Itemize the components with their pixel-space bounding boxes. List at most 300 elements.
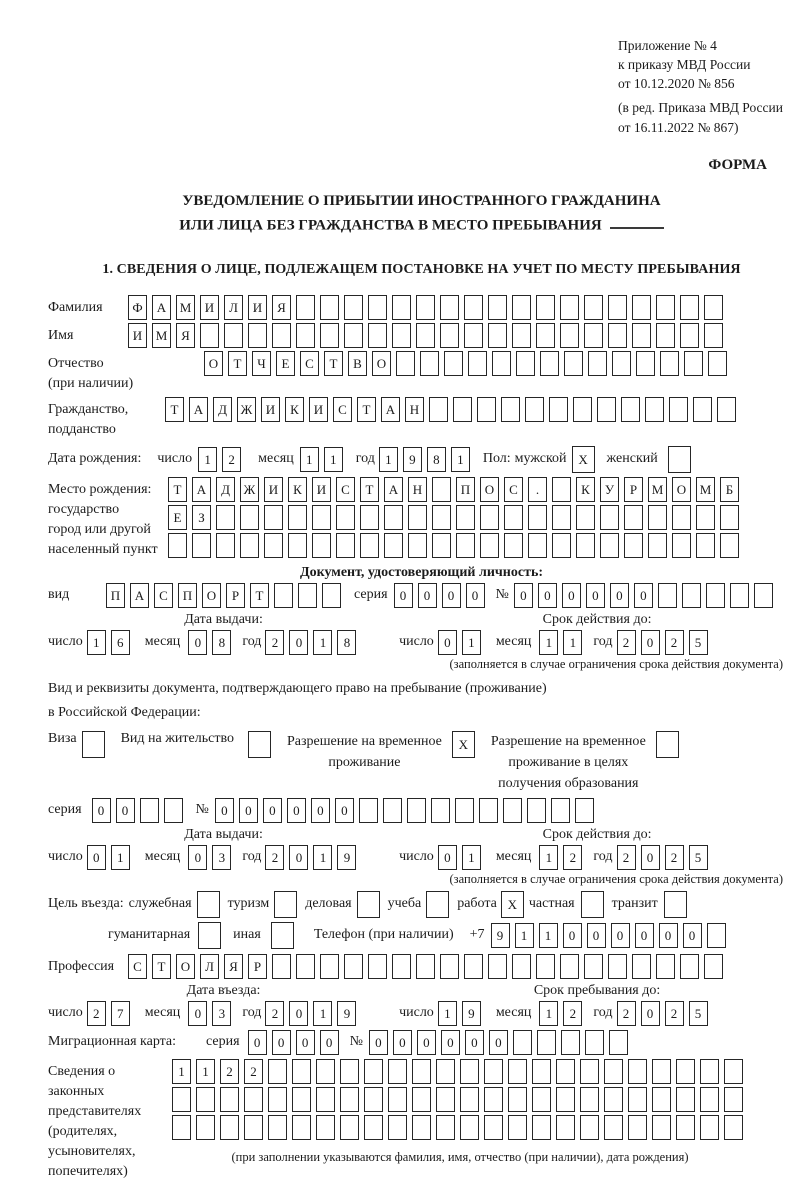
doc-issue-year-cells[interactable] [265,630,361,655]
char-cell[interactable]: И [248,295,267,320]
char-cell[interactable] [652,1059,671,1084]
char-cell[interactable]: С [128,954,147,979]
char-cell[interactable]: М [176,295,195,320]
char-cell[interactable] [648,533,667,558]
purpose-humanitarian-checkbox[interactable] [198,922,221,949]
char-cell[interactable] [248,731,271,758]
char-cell[interactable]: А [384,477,403,502]
char-cell[interactable] [172,1115,191,1140]
char-cell[interactable]: 2 [265,630,284,655]
char-cell[interactable] [645,397,664,422]
gender-male-checkbox[interactable] [572,446,595,473]
char-cell[interactable]: 2 [617,845,636,870]
char-cell[interactable] [656,295,675,320]
char-cell[interactable]: 0 [634,583,653,608]
char-cell[interactable]: А [381,397,400,422]
char-cell[interactable]: И [312,477,331,502]
char-cell[interactable] [584,295,603,320]
permit-issue-month-cells[interactable] [188,845,236,870]
phone-cells[interactable] [491,923,731,948]
char-cell[interactable] [392,323,411,348]
char-cell[interactable]: М [152,323,171,348]
char-cell[interactable] [536,954,555,979]
birth-place-cells-3[interactable] [168,533,744,558]
char-cell[interactable]: 0 [438,845,457,870]
char-cell[interactable]: 1 [539,845,558,870]
char-cell[interactable] [336,533,355,558]
char-cell[interactable]: Т [360,477,379,502]
char-cell[interactable]: Д [216,477,235,502]
char-cell[interactable] [516,351,535,376]
char-cell[interactable]: Л [200,954,219,979]
doc-issue-month-cells[interactable] [188,630,236,655]
char-cell[interactable]: Я [176,323,195,348]
char-cell[interactable]: О [204,351,223,376]
char-cell[interactable]: 0 [393,1030,412,1055]
permit-number-cells[interactable] [215,798,599,823]
char-cell[interactable] [552,505,571,530]
char-cell[interactable] [660,351,679,376]
char-cell[interactable] [652,1115,671,1140]
legal-reps-cells-3[interactable] [172,1115,748,1140]
char-cell[interactable] [407,798,426,823]
char-cell[interactable] [440,295,459,320]
char-cell[interactable] [460,1115,479,1140]
char-cell[interactable] [364,1087,383,1112]
char-cell[interactable] [316,1115,335,1140]
char-cell[interactable]: 0 [289,630,308,655]
entry-day-cells[interactable] [87,1001,135,1026]
char-cell[interactable] [364,1059,383,1084]
char-cell[interactable]: 0 [466,583,485,608]
char-cell[interactable] [272,323,291,348]
char-cell[interactable]: 1 [563,630,582,655]
permit-valid-month-cells[interactable] [539,845,587,870]
char-cell[interactable] [560,295,579,320]
char-cell[interactable]: 0 [418,583,437,608]
char-cell[interactable] [240,505,259,530]
char-cell[interactable] [720,533,739,558]
char-cell[interactable]: 1 [539,923,558,948]
char-cell[interactable] [652,1087,671,1112]
char-cell[interactable] [82,731,105,758]
char-cell[interactable] [676,1059,695,1084]
char-cell[interactable]: 1 [515,923,534,948]
char-cell[interactable]: 1 [539,630,558,655]
char-cell[interactable] [621,397,640,422]
char-cell[interactable] [480,533,499,558]
char-cell[interactable] [648,505,667,530]
char-cell[interactable]: Я [224,954,243,979]
char-cell[interactable]: 0 [683,923,702,948]
doc-valid-year-cells[interactable] [617,630,713,655]
char-cell[interactable] [575,798,594,823]
char-cell[interactable] [412,1115,431,1140]
char-cell[interactable] [344,954,363,979]
stay-year-cells[interactable] [617,1001,713,1026]
char-cell[interactable]: 0 [587,923,606,948]
char-cell[interactable]: 1 [313,845,332,870]
char-cell[interactable] [344,323,363,348]
char-cell[interactable] [479,798,498,823]
char-cell[interactable]: Т [357,397,376,422]
legal-reps-cells-1[interactable] [172,1059,748,1084]
char-cell[interactable] [576,505,595,530]
char-cell[interactable]: С [300,351,319,376]
char-cell[interactable]: С [154,583,173,608]
char-cell[interactable]: 1 [438,1001,457,1026]
char-cell[interactable] [551,798,570,823]
char-cell[interactable] [628,1059,647,1084]
char-cell[interactable]: 1 [198,447,217,472]
entry-month-cells[interactable] [188,1001,236,1026]
char-cell[interactable] [552,533,571,558]
char-cell[interactable] [384,533,403,558]
char-cell[interactable] [444,351,463,376]
visa-checkbox[interactable] [82,731,105,758]
gender-female-checkbox[interactable] [668,446,691,473]
birth-place-cells-2[interactable] [168,505,744,530]
char-cell[interactable] [561,1030,580,1055]
char-cell[interactable] [696,533,715,558]
char-cell[interactable]: 0 [586,583,605,608]
char-cell[interactable]: 2 [665,1001,684,1026]
char-cell[interactable]: 6 [111,630,130,655]
char-cell[interactable] [364,1115,383,1140]
char-cell[interactable]: У [600,477,619,502]
char-cell[interactable] [288,505,307,530]
char-cell[interactable]: 0 [296,1030,315,1055]
char-cell[interactable] [513,1030,532,1055]
char-cell[interactable]: И [200,295,219,320]
purpose-transit-checkbox[interactable] [664,891,687,918]
char-cell[interactable] [696,505,715,530]
purpose-official-checkbox[interactable] [197,891,220,918]
char-cell[interactable] [608,954,627,979]
char-cell[interactable] [340,1087,359,1112]
char-cell[interactable] [312,533,331,558]
char-cell[interactable]: Р [624,477,643,502]
char-cell[interactable] [609,1030,628,1055]
char-cell[interactable] [340,1115,359,1140]
char-cell[interactable] [416,954,435,979]
permit-valid-year-cells[interactable] [617,845,713,870]
char-cell[interactable] [508,1087,527,1112]
char-cell[interactable]: И [128,323,147,348]
doc-issue-day-cells[interactable] [87,630,135,655]
char-cell[interactable] [196,1115,215,1140]
char-cell[interactable]: 0 [248,1030,267,1055]
char-cell[interactable] [408,533,427,558]
char-cell[interactable]: 2 [220,1059,239,1084]
char-cell[interactable] [140,798,159,823]
char-cell[interactable]: 5 [689,1001,708,1026]
char-cell[interactable] [484,1087,503,1112]
char-cell[interactable]: 3 [212,1001,231,1026]
stay-day-cells[interactable] [438,1001,486,1026]
char-cell[interactable]: X [501,891,524,918]
char-cell[interactable]: 0 [188,1001,207,1026]
char-cell[interactable] [360,505,379,530]
char-cell[interactable]: 1 [462,845,481,870]
char-cell[interactable] [704,295,723,320]
char-cell[interactable] [357,891,380,918]
char-cell[interactable] [536,323,555,348]
char-cell[interactable] [636,351,655,376]
char-cell[interactable]: 0 [489,1030,508,1055]
doc-type-cells[interactable] [106,583,346,608]
char-cell[interactable] [216,533,235,558]
char-cell[interactable]: Е [276,351,295,376]
char-cell[interactable] [656,954,675,979]
char-cell[interactable] [693,397,712,422]
char-cell[interactable] [527,798,546,823]
mig-series-cells[interactable] [248,1030,344,1055]
char-cell[interactable]: 2 [222,447,241,472]
birth-day-cells[interactable] [198,447,246,472]
char-cell[interactable] [296,323,315,348]
char-cell[interactable] [322,583,341,608]
char-cell[interactable] [717,397,736,422]
char-cell[interactable] [368,323,387,348]
purpose-business-checkbox[interactable] [357,891,380,918]
char-cell[interactable] [656,731,679,758]
char-cell[interactable] [680,295,699,320]
doc-series-cells[interactable] [394,583,490,608]
char-cell[interactable] [197,891,220,918]
char-cell[interactable] [316,1087,335,1112]
char-cell[interactable]: 0 [641,1001,660,1026]
char-cell[interactable] [429,397,448,422]
char-cell[interactable] [549,397,568,422]
char-cell[interactable] [512,323,531,348]
char-cell[interactable] [164,798,183,823]
char-cell[interactable]: 7 [111,1001,130,1026]
char-cell[interactable]: 2 [244,1059,263,1084]
char-cell[interactable]: 0 [610,583,629,608]
char-cell[interactable] [460,1059,479,1084]
char-cell[interactable] [268,1087,287,1112]
char-cell[interactable] [271,922,294,949]
char-cell[interactable] [600,533,619,558]
temp-permit-edu-checkbox[interactable] [656,731,679,758]
char-cell[interactable]: 2 [87,1001,106,1026]
char-cell[interactable] [412,1087,431,1112]
char-cell[interactable] [573,397,592,422]
char-cell[interactable]: X [572,446,595,473]
char-cell[interactable]: Т [152,954,171,979]
char-cell[interactable] [383,798,402,823]
char-cell[interactable]: 1 [313,1001,332,1026]
char-cell[interactable]: И [309,397,328,422]
char-cell[interactable] [198,922,221,949]
char-cell[interactable] [431,798,450,823]
char-cell[interactable]: 0 [320,1030,339,1055]
char-cell[interactable] [708,351,727,376]
char-cell[interactable] [576,533,595,558]
char-cell[interactable] [704,954,723,979]
char-cell[interactable] [200,323,219,348]
char-cell[interactable]: 0 [641,845,660,870]
char-cell[interactable]: 2 [617,1001,636,1026]
char-cell[interactable] [412,1059,431,1084]
char-cell[interactable] [604,1059,623,1084]
char-cell[interactable] [608,295,627,320]
char-cell[interactable]: М [648,477,667,502]
char-cell[interactable] [344,295,363,320]
char-cell[interactable]: Т [168,477,187,502]
char-cell[interactable] [484,1115,503,1140]
char-cell[interactable] [274,583,293,608]
char-cell[interactable]: 0 [562,583,581,608]
char-cell[interactable] [384,505,403,530]
char-cell[interactable]: 1 [324,447,343,472]
char-cell[interactable] [453,397,472,422]
char-cell[interactable]: Т [250,583,269,608]
char-cell[interactable] [292,1059,311,1084]
char-cell[interactable] [680,323,699,348]
birth-month-cells[interactable] [300,447,348,472]
char-cell[interactable] [612,351,631,376]
char-cell[interactable] [700,1059,719,1084]
char-cell[interactable] [556,1059,575,1084]
char-cell[interactable]: Т [324,351,343,376]
char-cell[interactable]: П [178,583,197,608]
char-cell[interactable] [564,351,583,376]
char-cell[interactable]: 0 [514,583,533,608]
char-cell[interactable] [268,1115,287,1140]
char-cell[interactable] [632,954,651,979]
char-cell[interactable] [508,1115,527,1140]
char-cell[interactable] [296,295,315,320]
char-cell[interactable] [456,533,475,558]
char-cell[interactable]: С [504,477,523,502]
char-cell[interactable] [724,1087,743,1112]
char-cell[interactable] [585,1030,604,1055]
char-cell[interactable]: Н [405,397,424,422]
doc-number-cells[interactable] [514,583,778,608]
char-cell[interactable]: 0 [369,1030,388,1055]
char-cell[interactable] [488,954,507,979]
char-cell[interactable] [584,954,603,979]
char-cell[interactable]: О [480,477,499,502]
char-cell[interactable]: Р [248,954,267,979]
char-cell[interactable]: 0 [215,798,234,823]
char-cell[interactable] [432,477,451,502]
char-cell[interactable] [240,533,259,558]
char-cell[interactable]: В [348,351,367,376]
char-cell[interactable] [580,1087,599,1112]
mig-number-cells[interactable] [369,1030,633,1055]
char-cell[interactable] [436,1087,455,1112]
permit-issue-year-cells[interactable] [265,845,361,870]
char-cell[interactable] [584,323,603,348]
char-cell[interactable]: 1 [539,1001,558,1026]
citizenship-cells[interactable] [165,397,741,422]
char-cell[interactable] [484,1059,503,1084]
char-cell[interactable] [588,351,607,376]
char-cell[interactable] [528,505,547,530]
patronymic-cells[interactable] [204,351,732,376]
char-cell[interactable]: 0 [611,923,630,948]
char-cell[interactable] [556,1115,575,1140]
char-cell[interactable] [244,1115,263,1140]
char-cell[interactable] [440,323,459,348]
char-cell[interactable]: 9 [337,1001,356,1026]
char-cell[interactable] [416,323,435,348]
char-cell[interactable]: 2 [665,845,684,870]
char-cell[interactable]: 0 [442,583,461,608]
residence-permit-checkbox[interactable] [248,731,271,758]
char-cell[interactable] [632,295,651,320]
char-cell[interactable] [392,295,411,320]
char-cell[interactable] [296,954,315,979]
char-cell[interactable] [672,505,691,530]
char-cell[interactable] [684,351,703,376]
char-cell[interactable]: С [333,397,352,422]
permit-issue-day-cells[interactable] [87,845,135,870]
char-cell[interactable]: 0 [263,798,282,823]
char-cell[interactable] [508,1059,527,1084]
char-cell[interactable]: А [192,477,211,502]
char-cell[interactable] [580,1115,599,1140]
char-cell[interactable] [501,397,520,422]
char-cell[interactable]: 0 [311,798,330,823]
char-cell[interactable]: Ж [237,397,256,422]
char-cell[interactable]: 1 [462,630,481,655]
char-cell[interactable] [464,323,483,348]
char-cell[interactable] [220,1087,239,1112]
char-cell[interactable] [460,1087,479,1112]
char-cell[interactable] [632,323,651,348]
char-cell[interactable] [298,583,317,608]
char-cell[interactable]: К [576,477,595,502]
char-cell[interactable] [700,1115,719,1140]
char-cell[interactable]: 0 [659,923,678,948]
char-cell[interactable]: Ж [240,477,259,502]
char-cell[interactable]: 1 [196,1059,215,1084]
char-cell[interactable]: А [130,583,149,608]
char-cell[interactable]: 0 [188,630,207,655]
char-cell[interactable] [628,1115,647,1140]
char-cell[interactable] [248,323,267,348]
char-cell[interactable]: 9 [462,1001,481,1026]
char-cell[interactable]: Т [228,351,247,376]
char-cell[interactable] [224,323,243,348]
char-cell[interactable] [724,1059,743,1084]
char-cell[interactable] [272,954,291,979]
char-cell[interactable]: 5 [689,630,708,655]
char-cell[interactable] [664,891,687,918]
char-cell[interactable]: 0 [289,845,308,870]
char-cell[interactable]: 8 [427,447,446,472]
char-cell[interactable] [552,477,571,502]
char-cell[interactable]: 2 [265,845,284,870]
char-cell[interactable] [312,505,331,530]
char-cell[interactable] [532,1115,551,1140]
given-name-cells[interactable] [128,323,728,348]
char-cell[interactable] [528,533,547,558]
char-cell[interactable]: 9 [403,447,422,472]
char-cell[interactable]: 3 [212,845,231,870]
char-cell[interactable] [560,954,579,979]
char-cell[interactable]: О [672,477,691,502]
char-cell[interactable]: Ф [128,295,147,320]
char-cell[interactable]: 2 [563,845,582,870]
char-cell[interactable] [680,954,699,979]
char-cell[interactable]: 1 [172,1059,191,1084]
char-cell[interactable] [464,295,483,320]
